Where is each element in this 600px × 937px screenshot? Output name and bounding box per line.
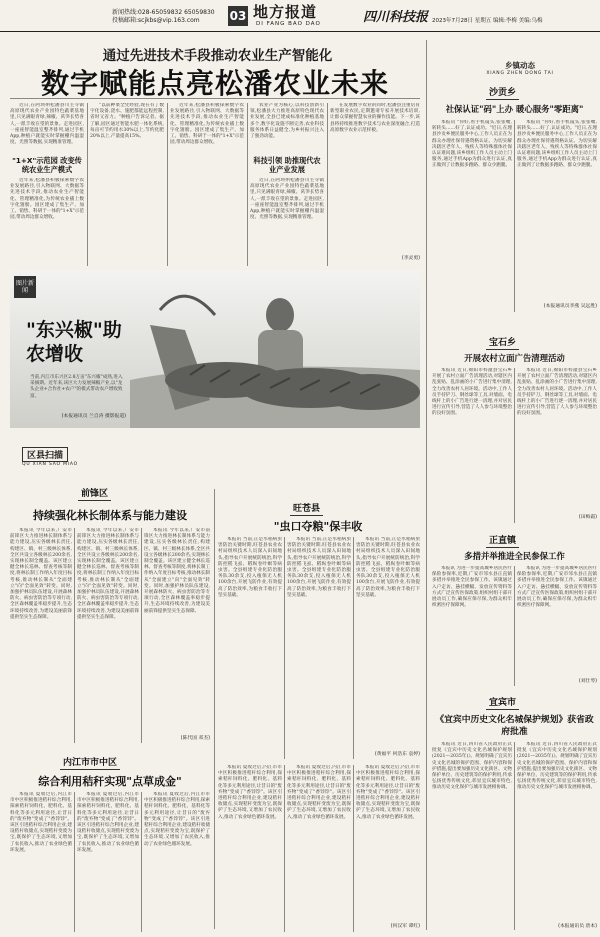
baoshi-byline: (田梅霜): [578, 515, 597, 520]
lead-title: 数字赋能点亮松潘农业未来: [40, 67, 389, 100]
qianfeng-tag: 前锋区: [78, 489, 111, 501]
photo-credit: (本报通讯员 兰自涛 摄影报道): [61, 414, 126, 419]
wc-rule-1: [284, 537, 285, 759]
wangcang-title: "虫口夺粮"保丰收: [273, 520, 363, 533]
yibin-byline: (本报通讯员 唐本): [558, 924, 597, 929]
page-number: 03: [228, 6, 248, 26]
zhengzhi-col-1: 本报讯 为进一步提高城乡居民医疗保险参保率,近期,广安市邻水县正直镇多措并举推进全民参保工作。该镇通过入户走访、悬挂横幅、发放宣传资料等方式广泛宣传医保政策,组织村组干部开展动员工作,确保应保尽保,为群众织牢织密医疗保障网。: [432, 566, 512, 609]
hotline: 新闻热线:028-65059832 65059830: [112, 9, 215, 16]
xiangzhen-pinyin: XIANG ZHEN DONG TAI: [486, 71, 554, 76]
zhengzhi-tag: 正直镇: [486, 536, 519, 548]
masthead-contact: [112, 9, 222, 25]
mid-rule: [214, 489, 215, 929]
baoshi-tag: 宝石乡: [486, 338, 519, 350]
lead-col-2: "以前种菜全凭经验,现在有了数字化设备,浇水、施肥都能远程控制,省时又省力。"种植户告诉记者。据了解,园区通过智能水肥一体化系统,每亩可节约用水30%以上,节约化肥20%以上,产量提高15%。: [90, 103, 164, 140]
col-rule-3: [247, 103, 248, 266]
zz-rule: [514, 566, 515, 686]
section-pinyin: DI FANG BAO DAO: [256, 21, 321, 27]
photo-caption: 当前,内江市东兴区2.8万亩"东兴椒"成熟,进入采摘期。近年来,该区大力发展辣椒产业,以"龙头企业+合作社+农户"的模式带动农户增收致富。: [30, 375, 123, 399]
lead-subhead-1: "1+X"示范园 改变传统农业生产模式: [12, 156, 82, 174]
neijiang-col-4: 本报讯 夏收过后,内江市市中区积极推进秸秆综合利用,探索秸秆饲料化、肥料化、基料化等多元利用途径,让昔日的"废弃物"变成了"香饽饽"。该区引进秸秆综合利用企业,建设秸秆收储点,实现秸秆变废为宝,既保护了生态环境,又增加了农民收入,推动了农业绿色循环发展。: [218, 765, 282, 820]
nj-rule-3: [284, 765, 285, 932]
baoshi-col-2: 本报讯 近日,绵阳市梓潼县宝石乡开展了农村立面广告清理活动,对辖区内乱张贴、乱涂画的小广告进行集中清理,全力改善农村人居环境。活动中,工作人员手持铲刀、钢丝球等工具,对墙面、电线杆上的小广告进行逐一清理,并对居民进行宣传引导,营造了人人参与环境整治的良好氛围。: [517, 368, 597, 417]
wangcang-col-1: 本报讯 当前,正是水稻病虫害防治关键时期,旺苍县农业农村局组织技术人员深入田间地头,指导农户开展统防统治,科学防控稻飞虱、稻纵卷叶螟等病虫害。全县组建专业化防治服务队30余支,投入植保无人机100余台,开展飞防作业,有效提高了防治效率,为粮食丰收打下坚实基础。: [218, 537, 282, 598]
neijiang-col-3: 本报讯 夏收过后,内江市市中区积极推进秸秆综合利用,探索秸秆饲料化、肥料化、基料化等多元利用途径,让昔日的"废弃物"变成了"香饽饽"。该区引进秸秆综合利用企业,建设秸秆收储点,实现秸秆变废为宝,既保护了生态环境,又增加了农民收入,推动了农业绿色循环发展。: [144, 792, 210, 847]
lead-col-4b: 近日,在阿坝州松潘县川主寺镇高原现代农业产业园特色蔬菜基地里,只见满眼青绿,辣椒、莴笋长势喜人,一派丰收在望的景象。走进园区,一座座智能温室整齐排列,通过手机App,种植户就能实时掌握棚内温湿度、光照等数据,实现精准管理。: [250, 178, 324, 221]
lead-col-5: 在发展数字农业的同时,松潘县注重培育新型职业农民,定期邀请专家开展技术培训,让群众掌握智慧农业的操作技能。下一步,该县将持续推进数字技术与农业深度融合,打造高原数字农业示范样板。: [330, 103, 420, 133]
qf-rule-2: [141, 528, 142, 743]
neijiang-col-2: 本报讯 夏收过后,内江市市中区积极推进秸秆综合利用,探索秸秆饲料化、肥料化、基料化等多元利用途径,让昔日的"废弃物"变成了"香饽饽"。该区引进秸秆综合利用企业,建设秸秆收储点,实现秸秆变废为宝,既保护了生态环境,又增加了农民收入,推动了农业绿色循环发展。: [77, 792, 139, 853]
neijiang-col-5: 本报讯 夏收过后,内江市市中区积极推进秸秆综合利用,探索秸秆饲料化、肥料化、基料化等多元利用途径,让昔日的"废弃物"变成了"香饽饽"。该区引进秸秆综合利用企业,建设秸秆收储点,实现秸秆变废为宝,既保护了生态环境,又增加了农民收入,推动了农业绿色循环发展。: [287, 765, 351, 820]
nj-rule-1: [74, 792, 75, 932]
lead-subhead-2: 科技引领 助推现代农业产业发展: [253, 156, 321, 174]
quxian-pinyin: QU XIAN SAO MIAO: [22, 462, 79, 467]
yibin-col-1: 本报讯 近日,四川省人民政府正式批复《宜宾中历史文化名城保护规划(2021—2035年)》。规划明确了宜宾历史文化名城的保护范围、保护内容和保护措施,提出要加强历史文化街区、文物保护单位、历史建筑等的保护利用,传承弘扬优秀传统文化,彰显宜宾城市特色,推动历史文化保护与城市发展相协调。: [432, 742, 512, 791]
sg-rule: [514, 120, 515, 312]
zhengzhi-byline: (刘仕琴): [578, 679, 597, 684]
nj-rule-2: [141, 792, 142, 932]
shagong-col-2: 本报讯 "你好,看手机镜头,张张嘴,转转头……好了,认证成功。"近日,在理县沙贡乡便民服务中心,工作人员正在为群众办理社保待遇资格认证。为切实解决辖区老年人、残疾人等特殊群体社保认证难问题,该乡组织工作人员主动上门服务,通过手机App为群众进行认证,真正做到了让数据多跑路、群众少跑腿。: [517, 120, 597, 169]
photo-headline: "东兴椒"助农增收: [26, 319, 122, 365]
quxian-header: 区县扫描: [22, 447, 68, 462]
col-rule-4: [327, 103, 328, 266]
yb-rule: [514, 742, 515, 930]
lead-kicker: 通过先进技术手段推动农业生产智能化: [102, 48, 333, 64]
section-title: 地方报道: [253, 3, 318, 21]
zhengzhi-title: 多措并举推进全民参保工作: [464, 551, 565, 561]
lead-col-3: 近年来,松潘县积极探索数字农业发展路径,引入物联网、大数据等先进技术手段,推动农业生产智能化、管理精准化,为传统农业插上数字化翅膀。园区建成了集生产、加工、销售、科研于一体的"1+X"示范园,带动周边群众增收。: [170, 103, 244, 146]
issue-info: 2023年7月28日 星期五 编辑:李梅 美编:乌梅: [432, 18, 543, 24]
newspaper-logo: 四川科技报: [363, 10, 429, 25]
qianfeng-col-1: 本报讯 今年以来,广安市前锋区大力推进林长制体系与能力建设,压实各级林长责任,构建区、镇、村三级林长体系,全区共设立各级林长200余名,实现林长制全覆盖。该区建立健全林长巡林、督查考核等制度,将林长制工作纳入年度目标考核,推动林长制从"全面建立"向"全面见效"转变。同时,加强护林员队伍建设,开展森林防火、病虫害防治等专项行动,全区森林覆盖率稳步提升,生态环境持续改善,为建设美丽前锋提供坚实生态保障。: [10, 528, 72, 620]
email: 投稿邮箱:scjkbs@vip.163.com: [112, 17, 200, 24]
neijiang-byline: (何汉军 谭红): [390, 924, 420, 929]
lead-divider: [10, 98, 420, 99]
lead-col-1b: 近年来,松潘县积极探索数字农业发展路径,引入物联网、大数据等先进技术手段,推动农业生产智能化、管理精准化,为传统农业插上数字化翅膀。园区建成了集生产、加工、销售、科研于一体的"1+X"示范园,带动周边群众增收。: [10, 178, 84, 221]
top-rule: [0, 31, 600, 32]
qianfeng-title: 持续强化林长制体系与能力建设: [33, 509, 187, 522]
neijiang-title: 综合利用秸秆实现"点草成金": [38, 775, 182, 788]
yibin-title: 《宜宾中历史文化名城保护规划》获省政府批准: [435, 715, 594, 737]
wangcang-tag: 旺苍县: [290, 504, 323, 516]
yibin-tag: 宜宾市: [486, 698, 519, 710]
wangcang-byline: (黄福平 何浩东 袁婷): [374, 752, 420, 757]
nj-rule-4: [353, 765, 354, 932]
shagong-byline: (本报通讯员李燕 吴远胜): [543, 304, 597, 309]
qianfeng-byline: (陈代国 邓杰): [180, 736, 210, 741]
col-rule-1: [87, 103, 88, 266]
neijiang-col-1: 本报讯 夏收过后,内江市市中区积极推进秸秆综合利用,探索秸秆饲料化、肥料化、基料化等多元利用途径,让昔日的"废弃物"变成了"香饽饽"。该区引进秸秆综合利用企业,建设秸秆收储点,实现秸秆变废为宝,既保护了生态环境,又增加了农民收入,推动了农业绿色循环发展。: [10, 792, 72, 853]
shagong-tag: 沙贡乡: [486, 88, 519, 100]
photo-news-tag: 图片新闻: [14, 276, 36, 298]
lead-col-1a: 近日,在阿坝州松潘县川主寺镇高原现代农业产业园特色蔬菜基地里,只见满眼青绿,辣椒、莴笋长势喜人,一派丰收在望的景象。走进园区,一座座智能温室整齐排列,通过手机App,种植户就能实时掌握棚内温湿度、光照等数据,实现精准管理。: [10, 103, 84, 146]
wc-rule-2: [353, 537, 354, 759]
right-col-rule: [426, 40, 427, 930]
shagong-col-1: 本报讯 "你好,看手机镜头,张张嘴,转转头……好了,认证成功。"近日,在理县沙贡乡便民服务中心,工作人员正在为群众办理社保待遇资格认证。为切实解决辖区老年人、残疾人等特殊群体社保认证难问题,该乡组织工作人员主动上门服务,通过手机App为群众进行认证,真正做到了让数据多跑路、群众少跑腿。: [432, 120, 512, 169]
wangcang-col-3: 本报讯 当前,正是水稻病虫害防治关键时期,旺苍县农业农村局组织技术人员深入田间地头,指导农户开展统防统治,科学防控稻飞虱、稻纵卷叶螟等病虫害。全县组建专业化防治服务队30余支,投入植保无人机100余台,开展飞防作业,有效提高了防治效率,为粮食丰收打下坚实基础。: [356, 537, 420, 598]
neijiang-col-6: 本报讯 夏收过后,内江市市中区积极推进秸秆综合利用,探索秸秆饲料化、肥料化、基料化等多元利用途径,让昔日的"废弃物"变成了"香饽饽"。该区引进秸秆综合利用企业,建设秸秆收储点,实现秸秆变废为宝,既保护了生态环境,又增加了农民收入,推动了农业绿色循环发展。: [356, 765, 420, 820]
baoshi-title: 开展农村立面广告清理活动: [464, 353, 565, 363]
yibin-col-2: 本报讯 近日,四川省人民政府正式批复《宜宾中历史文化名城保护规划(2021—2035年)》。规划明确了宜宾历史文化名城的保护范围、保护内容和保护措施,提出要加强历史文化街区、文物保护单位、历史建筑等的保护利用,传承弘扬优秀传统文化,彰显宜宾城市特色,推动历史文化保护与城市发展相协调。: [517, 742, 597, 791]
col-rule-2: [167, 103, 168, 266]
wangcang-col-2: 本报讯 当前,正是水稻病虫害防治关键时期,旺苍县农业农村局组织技术人员深入田间地头,指导农户开展统防统治,科学防控稻飞虱、稻纵卷叶螟等病虫害。全县组建专业化防治服务队30余支,投入植保无人机100余台,开展飞防作业,有效提高了防治效率,为粮食丰收打下坚实基础。: [287, 537, 351, 598]
qianfeng-col-2: 本报讯 今年以来,广安市前锋区大力推进林长制体系与能力建设,压实各级林长责任,构建区、镇、村三级林长体系,全区共设立各级林长200余名,实现林长制全覆盖。该区建立健全林长巡林、督查考核等制度,将林长制工作纳入年度目标考核,推动林长制从"全面建立"向"全面见效"转变。同时,加强护林员队伍建设,开展森林防火、病虫害防治等专项行动,全区森林覆盖率稳步提升,生态环境持续改善,为建设美丽前锋提供坚实生态保障。: [77, 528, 139, 620]
lead-col-4a: 农业产业为核心,以科技创新引领,松潘县大力推进高原特色现代农业发展,全县已建成标准化种植基地多个,数字化设施不断完善,农业科技服务体系日益健全,为乡村振兴注入了强劲动能。: [250, 103, 324, 140]
qf-rule-1: [74, 528, 75, 743]
lead-byline: (李灵勇): [401, 256, 420, 261]
neijiang-tag: 内江市市中区: [60, 758, 120, 770]
zhengzhi-col-2: 本报讯 为进一步提高城乡居民医疗保险参保率,近期,广安市邻水县正直镇多措并举推进全民参保工作。该镇通过入户走访、悬挂横幅、发放宣传资料等方式广泛宣传医保政策,组织村组干部开展动员工作,确保应保尽保,为群众织牢织密医疗保障网。: [517, 566, 597, 609]
qianfeng-col-3: 本报讯 今年以来,广安市前锋区大力推进林长制体系与能力建设,压实各级林长责任,构建区、镇、村三级林长体系,全区共设立各级林长200余名,实现林长制全覆盖。该区建立健全林长巡林、督查考核等制度,将林长制工作纳入年度目标考核,推动林长制从"全面建立"向"全面见效"转变。同时,加强护林员队伍建设,开展森林防火、病虫害防治等专项行动,全区森林覆盖率稳步提升,生态环境持续改善,为建设美丽前锋提供坚实生态保障。: [144, 528, 210, 614]
xiangzhen-header: 乡镇动态: [505, 61, 535, 70]
bs-rule: [514, 368, 515, 523]
shagong-title: 社保认证"码"上办 暖心服务"零距离": [445, 104, 584, 114]
baoshi-col-1: 本报讯 近日,绵阳市梓潼县宝石乡开展了农村立面广告清理活动,对辖区内乱张贴、乱涂画的小广告进行集中清理,全力改善农村人居环境。活动中,工作人员手持铲刀、钢丝球等工具,对墙面、电线杆上的小广告进行逐一清理,并对居民进行宣传引导,营造了人人参与环境整治的良好氛围。: [432, 368, 512, 417]
